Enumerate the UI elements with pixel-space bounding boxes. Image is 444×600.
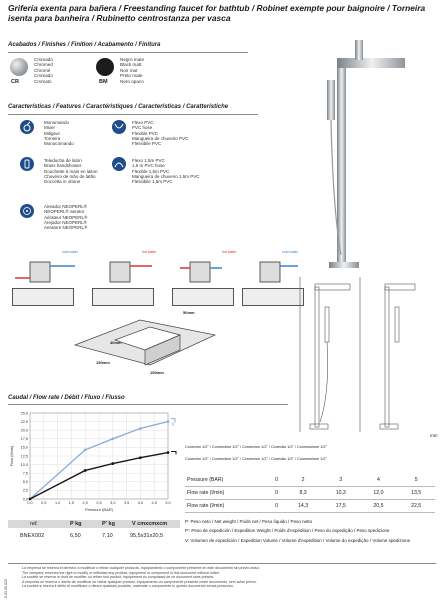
finish-code: BM — [99, 79, 108, 85]
technical-drawing — [290, 272, 440, 440]
feature-text: Flexo 1,5m PVC 1,5 m PVC hose Flexible 1,5m PVC Mangueira de chuveiro 1,5m PVC Flessibile 1,5m PVC — [132, 158, 200, 185]
document-code: 0.03.00.020 — [4, 579, 8, 598]
data-point — [29, 498, 32, 501]
tub-diagram — [172, 288, 234, 306]
divider — [8, 563, 436, 564]
header-ref: ref. — [30, 521, 38, 527]
data-point — [167, 420, 170, 423]
dimension-label: 50mm — [183, 310, 195, 315]
feature-text: Flexo PVC PVC hose Flexible PVC Mangueira de chuveiro PVC Flessibile PVC — [132, 120, 189, 147]
finish-swatch-chrome — [10, 58, 28, 76]
dimension-label: 40mm — [110, 340, 122, 345]
divider — [8, 52, 248, 53]
single-lever-icon — [20, 120, 34, 134]
data-point — [84, 469, 87, 472]
data-point — [111, 462, 114, 465]
table-row: Flow rate (l/min) 0 8,3 10,3 12,0 13,5 — [185, 487, 435, 500]
flow-table — [185, 474, 435, 513]
cold-water-label: cold water — [62, 250, 78, 254]
hand-shower-icon — [171, 419, 175, 426]
weight-legend: P: Peso neto / Net weight / Poids net / Peso líquido / Peso netto P': Peso de expedición / Expedition Weight / Poids d'expédition / Peso do expedição / Peso spedizione V: Volumen de expedición / Expedition Volume / Volume d'expédition / Volume do expedição / Volume spedizione — [185, 519, 411, 543]
y-tick-label: 17,5 — [20, 437, 28, 442]
features-heading: Características / Features / Caractéristiques / Características / Caratteristiche — [8, 104, 229, 110]
flow-chart — [8, 407, 180, 515]
x-tick-label: 3,0 — [110, 501, 116, 505]
y-tick-label: 5,0 — [22, 480, 28, 485]
y-tick-label: 7,5 — [22, 471, 28, 476]
product-p2: 7,10 — [102, 533, 113, 539]
y-tick-label: 2,5 — [22, 488, 28, 493]
finish-names: Cromado Chromed Chromé Cromado Cromato — [34, 57, 53, 84]
flow-heading: Caudal / Flow rate / Débit / Fluxo / Flusso — [8, 395, 125, 401]
finish-swatch-black — [96, 58, 114, 76]
finishes-heading: Acabados / Finishes / Finition / Acabamento / Finitura — [8, 42, 161, 48]
finish-names: Negro mate Black matt Noir mat Preto mate Nero opaco — [120, 57, 145, 84]
feature-text: Aireador NEOPERL® NEOPERL® aerator Aérateur NEOPERL® Arejador NEOPERL® Aeratore NEOPERL® — [44, 204, 88, 231]
disclaimer: La empresa se reserva el derecho a modificar o retirar cualquier producto, equipamiento o componente presente en este documento sin previo aviso. The company reserves the right to modify or withdraw any product, equipment or component in this document without notice. La société se réserve le droit de modifier ou retirer tout produit, équipement ou composant de ce document sans préavis. A empresa se reserva o direito de modificar ou retirar qualquer produto, equipamento ou componente presente neste documento, sem aviso prévio. La società si riserva il diritto di modificare o ritirare qualsiasi prodotto, materiale o componente in questo documento senza preavviso. — [22, 566, 260, 589]
divider — [8, 404, 288, 405]
dimension-label: 150mm — [150, 370, 164, 375]
x-axis-label: Pressure (BAR) — [84, 507, 114, 512]
header-p2: P' kg — [102, 521, 115, 527]
data-point — [111, 437, 114, 440]
y-tick-label: 12,5 — [20, 454, 28, 459]
pvc-hose-icon — [112, 120, 126, 134]
data-point — [167, 451, 170, 454]
dimension-unit: mm — [430, 433, 438, 438]
x-tick-label: 5,0 — [165, 501, 171, 505]
header-p: P kg — [70, 521, 82, 527]
feature-text: Teleducha de latón Brass handshower Douchette à main en laiton Chuveiro de mão de latão Doccetta in ottone — [44, 158, 98, 185]
x-tick-label: 0,0 — [27, 501, 33, 505]
y-tick-label: 20,0 — [20, 428, 28, 433]
faucet-product-image — [325, 30, 405, 280]
hose-1-5m-icon — [112, 157, 126, 171]
connection-note: Conexión 1/2" / Connection 1/2" / Connexion 1/2" / Conexão 1/2" / Connessione 1/2" — [185, 457, 327, 461]
y-tick-label: 25,0 — [20, 411, 28, 416]
feature-text: Monomando Mixer Mitigeur Torneira Monocomando — [44, 120, 74, 147]
x-tick-label: 1,5 — [68, 501, 75, 505]
y-axis-label: Flow (l/min) — [9, 445, 14, 467]
finish-code: CR — [11, 79, 19, 85]
x-tick-label: 0,5 — [41, 501, 47, 505]
y-tick-label: 0,0 — [22, 497, 28, 502]
hand-shower-icon — [20, 157, 34, 171]
y-tick-label: 15,0 — [20, 445, 28, 450]
connection-note: Conexión 1/2" / Connection 1/2" / Connexion 1/2" / Conexão 1/2" / Connessione 1/2" — [185, 445, 327, 449]
y-tick-label: 22,5 — [20, 419, 28, 424]
neoperl-aerator-icon — [20, 204, 34, 218]
tub-diagram — [92, 288, 154, 306]
hot-water-label: hot water — [142, 250, 157, 254]
data-point — [139, 427, 142, 430]
spout-icon — [171, 452, 176, 455]
header-v: V cmxcmxcm — [132, 521, 168, 527]
floor-box-diagram — [70, 305, 220, 380]
tub-diagram — [12, 288, 74, 306]
x-tick-label: 1,0 — [54, 501, 61, 505]
table-row: Pressure (BAR) 0 2 3 4 5 — [185, 474, 435, 487]
y-tick-label: 10,0 — [20, 462, 28, 467]
dimension-label: 150mm — [96, 360, 110, 365]
x-tick-label: 4,0 — [137, 501, 144, 505]
data-point — [84, 448, 87, 451]
x-tick-label: 2,0 — [82, 501, 88, 505]
page-title: Grifería exenta para bañera / Freestanding faucet for bathtub / Robinet exempte pour baignoire / Torneira isenta para banheira / Rubinetto centrostanza per vasca — [8, 3, 426, 23]
data-point — [139, 456, 142, 459]
x-tick-label: 4,5 — [151, 501, 157, 505]
connection-diagrams — [10, 250, 310, 290]
product-p: 6,50 — [70, 533, 81, 539]
x-tick-label: 3,5 — [123, 501, 130, 505]
divider — [8, 114, 258, 115]
cold-water-label: cold water — [282, 250, 298, 254]
product-v: 95,5x31x20,5 — [130, 533, 164, 539]
product-ref: BNEX002 — [20, 533, 45, 539]
hot-water-label: hot water — [222, 250, 237, 254]
table-row: Flow rate (l/min) 0 14,3 17,5 20,5 22,5 — [185, 500, 435, 513]
x-tick-label: 2,5 — [96, 501, 102, 505]
